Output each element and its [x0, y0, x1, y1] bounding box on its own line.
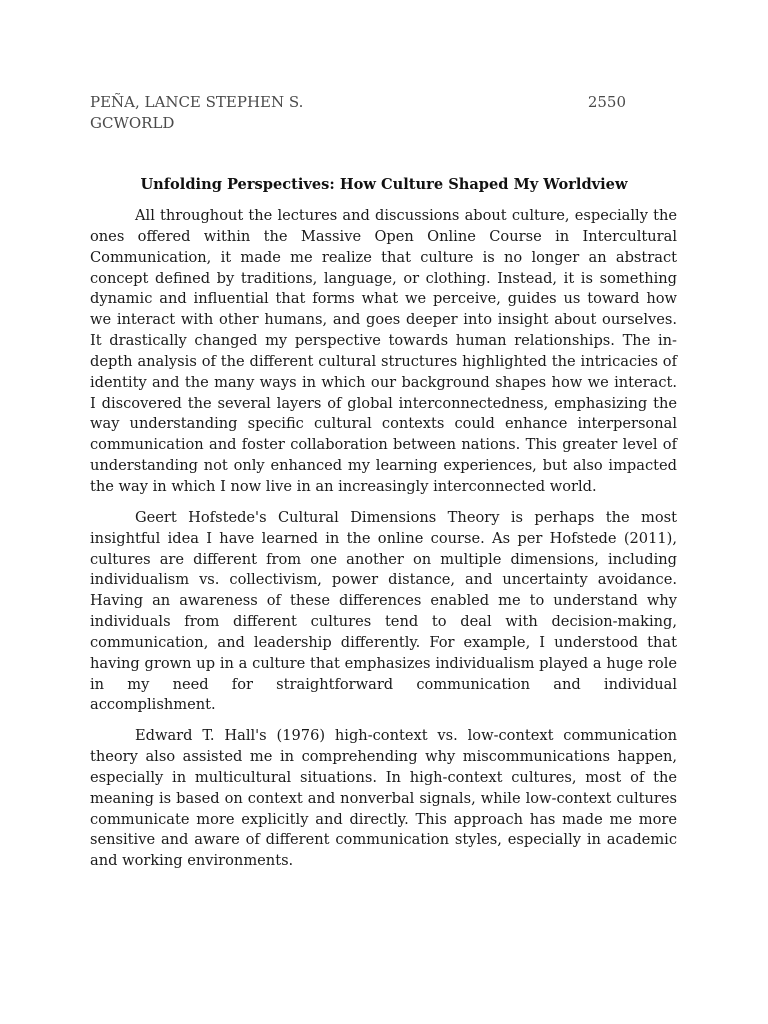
essay-paragraph: Edward T. Hall's (1976) high-context vs. low-context communication theory also assisted me in comprehending why miscommunications happen, especially in multicultural situations. In high-context cultures, most of the meaning is based on context and nonverbal signals, while low-context cultures communicate more explicitly and directly. This approach has made me more sensitive and aware of different communication styles, especially in academic and working environments. — [90, 727, 677, 870]
essay-title: Unfolding Perspectives: How Culture Shaped My Worldview — [140, 176, 628, 193]
essay-paragraph: Geert Hofstede's Cultural Dimensions Theory is perhaps the most insightful idea I have learned in the online course. As per Hofstede (2011), cultures are different from one another on multiple dimensions, including individualism vs. collectivism, power distance, and uncertainty avoidance. Having an awareness of these differences enabled me to understand why individuals from different cultures tend to deal with decision-making, communication, and leadership differently. For example, I understood that having grown up in a culture that emphasizes individualism played a huge role in my need for straightforward communication and individual accomplishment. — [90, 508, 677, 714]
student-number: 2550 — [587, 93, 626, 111]
header-row — [90, 92, 626, 113]
essay-body — [90, 206, 677, 882]
course-code: GCWORLD — [90, 114, 175, 132]
essay-paragraph: All throughout the lectures and discussions about culture, especially the ones offered within the Massive Open Online Course in Intercultural Communication, it made me realize that culture is no longer an abstract concept defined by traditions, language, or clothing. Instead, it is something dynamic and influential that forms what we perceive, guides us toward how we interact with other humans, and goes deeper into insight about ourselves. It drastically changed my perspective towards human relationships. The in-depth analysis of the different cultural structures highlighted the intricacies of identity and the many ways in which our background shapes how we interact. I discovered the several layers of global interconnectedness, emphasizing the way understanding specific cultural contexts could enhance interpersonal communication and foster collaboration between nations. This greater level of understanding not only enhanced my learning experiences, but also impacted the way in which I now live in an increasingly interconnected world. — [90, 207, 677, 495]
student-name: PEÑA, LANCE STEPHEN S. — [90, 93, 304, 111]
document-header — [90, 92, 626, 134]
